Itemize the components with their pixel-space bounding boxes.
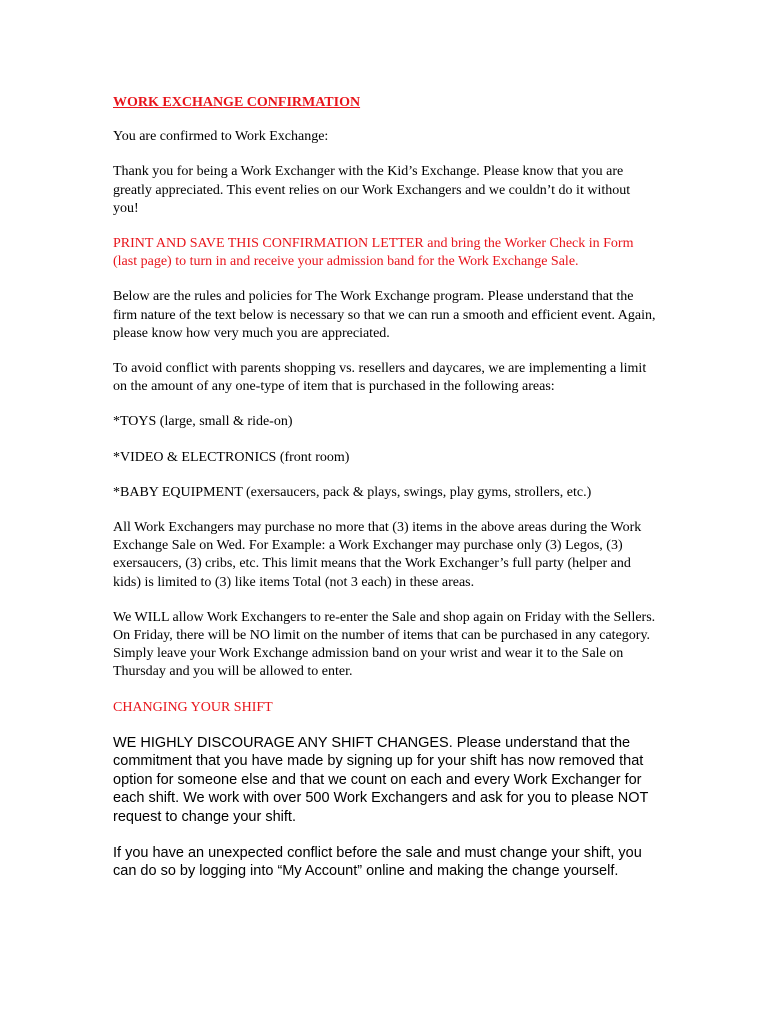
- rules-intro-paragraph: Below are the rules and policies for The Work Exchange program. Please understand that the firm nature of the text below is necessary so that we can run a smooth and efficient event. Again, please know how very much you are appreciated.: [113, 289, 656, 341]
- confirmation-line: You are confirmed to Work Exchange:: [113, 129, 329, 145]
- purchase-limit-paragraph: To avoid conflict with parents shopping vs. resellers and daycares, we are implementing a limit on the amount of any one-type of item that is purchased in the following areas:: [113, 361, 647, 395]
- shift-change-warning-paragraph: WE HIGHLY DISCOURAGE ANY SHIFT CHANGES. Please understand that the commitment that you have made by signing up for your shift has now removed that option for someone else and that we count on each and every Work Exchanger for each shift. We work with over 500 Work Exchangers and ask for you to please NOT request to change your shift.: [113, 734, 649, 825]
- document-page: [113, 92, 658, 899]
- baby-equipment-list-item: *BABY EQUIPMENT (exersaucers, pack & plays, swings, play gyms, strollers, etc.): [113, 484, 592, 500]
- document-title: WORK EXCHANGE CONFIRMATION: [113, 95, 361, 110]
- print-instructions-paragraph: PRINT AND SAVE THIS CONFIRMATION LETTER and bring the Worker Check in Form (last page) to turn in and receive your admission band for the Work Exchange Sale.: [113, 236, 634, 270]
- toys-list-item: *TOYS (large, small & ride-on): [113, 414, 293, 430]
- video-electronics-list-item: *VIDEO & ELECTRONICS (front room): [113, 449, 350, 465]
- changing-shift-heading: CHANGING YOUR SHIFT: [113, 699, 273, 715]
- purchase-rules-paragraph: All Work Exchangers may purchase no more that (3) items in the above areas during the Work Exchange Sale on Wed. For Example: a Work Exchanger may purchase only (3) Legos, (3) exersaucers, (3) cribs, etc. This limit means that the Work Exchanger’s full party (helper and kids) is limited to (3) like items Total (not 3 each) in these areas.: [113, 520, 642, 590]
- re-entry-paragraph: We WILL allow Work Exchangers to re-enter the Sale and shop again on Friday with the Sellers. On Friday, there will be NO limit on the number of items that can be purchased in any category. Simply leave your Work Exchange admission band on your wrist and wear it to the Sale on Thursday and you will be allowed to enter.: [113, 609, 656, 680]
- thank-you-paragraph: Thank you for being a Work Exchanger with the Kid’s Exchange. Please know that you are greatly appreciated. This event relies on our Work Exchangers and we couldn’t do it without you!: [113, 164, 631, 216]
- shift-change-instructions-paragraph: If you have an unexpected conflict before the sale and must change your shift, you can do so by logging into “My Account” online and making the change yourself.: [113, 844, 642, 880]
